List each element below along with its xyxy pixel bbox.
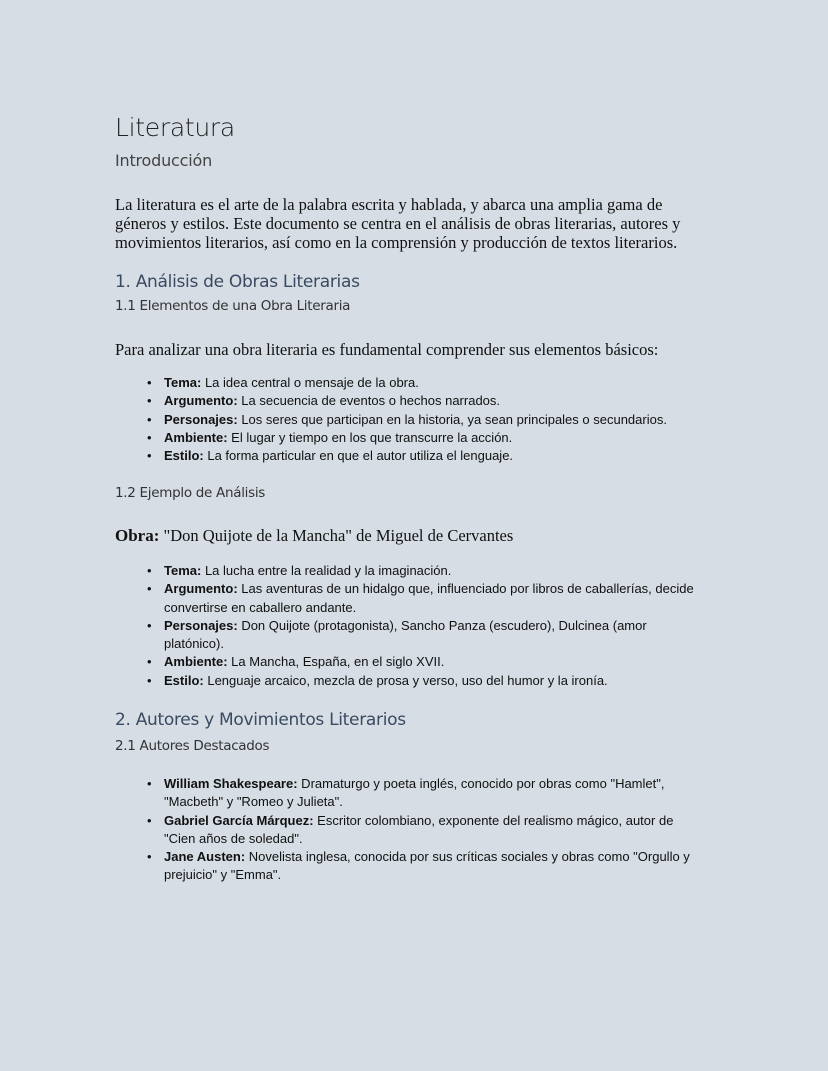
item-text: La lucha entre la realidad y la imaginación. [201, 563, 452, 578]
section-1-heading: 1. Análisis de Obras Literarias [115, 272, 360, 292]
item-text: Los seres que participan en la historia, ya sean principales o secundarios. [237, 411, 667, 427]
item-text: Lenguaje arcaico, mezcla de prosa y verso, uso del humor y la ironía. [203, 672, 608, 688]
list-item [147, 672, 717, 690]
item-term: Ambiente: [164, 654, 228, 670]
item-term: Tema: [164, 563, 202, 578]
list-item [147, 653, 717, 671]
list-item [147, 775, 702, 812]
item-term: Tema: [164, 375, 202, 390]
list-item [147, 429, 717, 447]
list-item [147, 392, 717, 410]
item-text: La secuencia de eventos o hechos narrados. [237, 393, 501, 409]
section-1-1-paragraph: Para analizar una obra literaria es fundamental comprender sus elementos básicos: [115, 340, 659, 359]
section-1-2-heading: 1.2 Ejemplo de Análisis [115, 485, 266, 501]
list-item [147, 580, 717, 617]
section-1-1-heading: 1.1 Elementos de una Obra Literaria [115, 298, 351, 314]
item-term: Argumento: [164, 581, 238, 597]
list-item [147, 812, 702, 849]
document-title: Literatura [115, 113, 235, 142]
item-text: El lugar y tiempo en los que transcurre la acción. [227, 429, 513, 445]
item-term: Estilo: [164, 448, 204, 464]
item-term: William Shakespeare: [164, 776, 298, 791]
list-item [147, 848, 702, 885]
item-term: Gabriel García Márquez: [164, 812, 314, 828]
example-list [147, 562, 717, 690]
item-text: Dramaturgo y poeta inglés, conocido por obras como "Hamlet", "Macbeth" y "Romeo y Julieta". [164, 776, 665, 810]
item-term: Jane Austen: [164, 849, 246, 865]
authors-list [147, 775, 702, 885]
list-item [147, 617, 717, 654]
obra-line [115, 526, 715, 545]
list-item [147, 411, 717, 429]
section-2-heading: 2. Autores y Movimientos Literarios [115, 710, 406, 730]
intro-heading: Introducción [115, 151, 213, 170]
list-item [147, 374, 717, 392]
section-2-1-heading: 2.1 Autores Destacados [115, 738, 270, 754]
item-text: Don Quijote (protagonista), Sancho Panza (escudero), Dulcinea (amor platónico). [164, 617, 647, 652]
item-text: La Mancha, España, en el siglo XVII. [227, 654, 445, 670]
obra-label: Obra: [115, 526, 160, 545]
item-term: Estilo: [164, 672, 204, 688]
item-text: La forma particular en que el autor utiliza el lenguaje. [203, 448, 514, 464]
item-term: Personajes: [164, 411, 238, 427]
list-item [147, 562, 717, 580]
item-term: Argumento: [164, 393, 238, 409]
item-text: La idea central o mensaje de la obra. [201, 375, 419, 390]
list-item [147, 447, 717, 465]
item-term: Personajes: [164, 617, 238, 633]
item-text: Las aventuras de un hidalgo que, influenciado por libros de caballerías, decide convertirse en caballero andante. [164, 581, 694, 615]
obra-text: "Don Quijote de la Mancha" de Miguel de Cervantes [159, 526, 514, 545]
intro-paragraph: La literatura es el arte de la palabra escrita y hablada, y abarca una amplia gama de géneros y estilos. Este documento se centra en el análisis de obras literarias, autores y movimientos literarios, así como en la comprensión y producción de textos literarios. [115, 195, 681, 252]
item-term: Ambiente: [164, 429, 228, 445]
item-text: Novelista inglesa, conocida por sus críticas sociales y obras como "Orgullo y prejuicio" y "Emma". [164, 849, 690, 883]
elements-list [147, 374, 717, 465]
item-text: Escritor colombiano, exponente del realismo mágico, autor de "Cien años de soledad". [164, 812, 674, 846]
